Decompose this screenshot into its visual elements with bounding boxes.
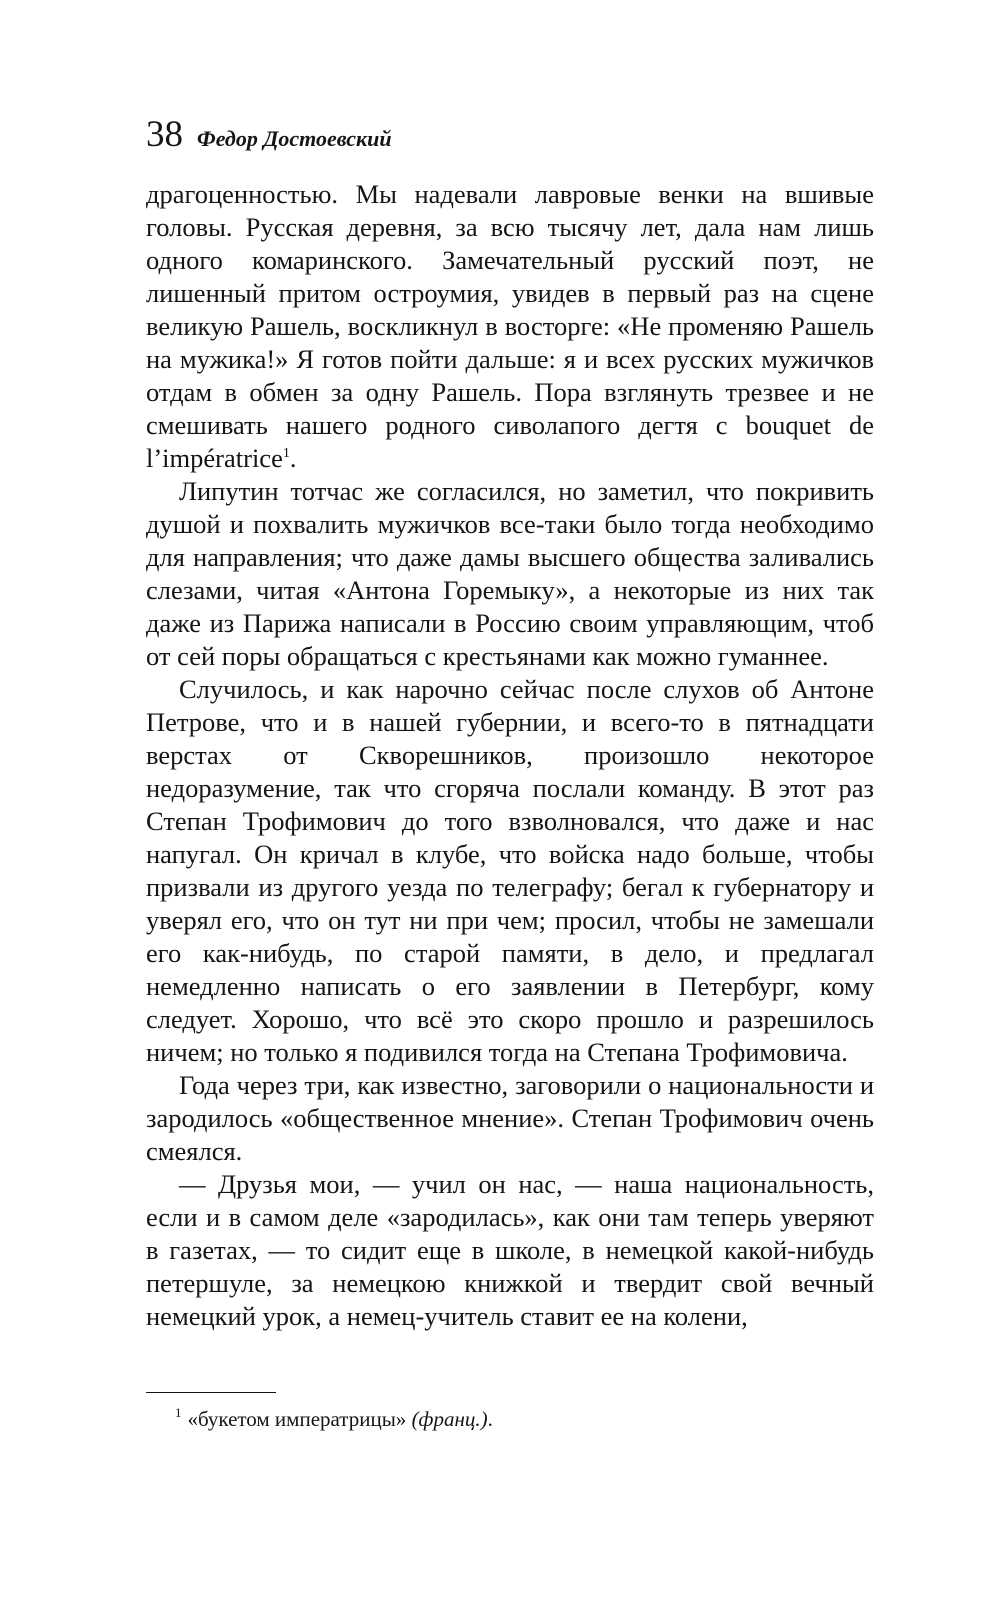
- paragraph: [146, 178, 874, 475]
- running-head: [146, 110, 392, 160]
- paragraph-tail: .: [289, 443, 297, 473]
- footnote-language-note: (франц.): [411, 1407, 488, 1431]
- footnote-end: .: [487, 1407, 493, 1431]
- paragraph: — Друзья мои, — учил он нас, — наша национальность, если и в самом деле «зародилась», как они там теперь уверяют в газетах, — то сидит еще в школе, в немецкой какой-нибудь петершуле, за немецкою книжкой и твердит свой вечный немецкий урок, а немец-учитель ставит ее на колени,: [146, 1169, 874, 1331]
- footnote: [175, 1404, 493, 1434]
- footnote-reference: 1: [282, 446, 290, 461]
- body-text: [146, 178, 874, 1333]
- footnote-divider: [146, 1392, 276, 1393]
- running-head-author: Федор Достоевский: [197, 126, 392, 151]
- paragraph: Года через три, как известно, заговорили о национальности и зародилось «общественное мнение». Степан Трофимович очень смеялся.: [146, 1070, 874, 1166]
- footnote-marker: 1: [175, 1405, 182, 1420]
- paragraph: Липутин тотчас же согласился, но заметил, что покривить душой и похвалить мужичков все-таки было тогда необходимо для направления; что даже дамы высшего общества заливались слезами, читая «Антона Горемыку», а некоторые из них так даже из Парижа написали в Россию своим управляющим, чтоб от сей поры обращаться с крестьянами как можно гуманнее.: [146, 476, 874, 671]
- paragraph-text: драгоценностью. Мы надевали лавровые венки на вшивые головы. Русская деревня, за всю тысячу лет, дала нам лишь одного комаринского. Замечательный русский поэт, не лишенный притом остроумия, увидев в первый раз на сцене великую Рашель, воскликнул в восторге: «Не променяю Рашель на мужика!» Я готов пойти дальше: я и всех русских мужичков отдам в обмен за одну Рашель. Пора взглянуть трезвее и не смешивать нашего родного сиволапого дегтя с bouquet de l’impératrice: [146, 179, 874, 473]
- footnote-text: «букетом императрицы»: [187, 1407, 407, 1431]
- page-number: 38: [146, 114, 183, 155]
- paragraph: Случилось, и как нарочно сейчас после слухов об Антоне Петрове, что и в нашей губернии, и всего-то в пятнадцати верстах от Скворешников, произошло некоторое недоразумение, так что сгоряча послали команду. В этот раз Степан Трофимович до того взволновался, что даже и нас напугал. Он кричал в клубе, что войска надо больше, чтобы призвали из другого уезда по телеграфу; бегал к губернатору и уверял его, что он тут ни при чем; просил, чтобы не замешали его как-нибудь, по старой памяти, в дело, и предлагал немедленно написать о его заявлении в Петербург, кому следует. Хорошо, что всё это скоро прошло и разрешилось ничем; но только я подивился тогда на Степана Трофимовича.: [146, 674, 874, 1067]
